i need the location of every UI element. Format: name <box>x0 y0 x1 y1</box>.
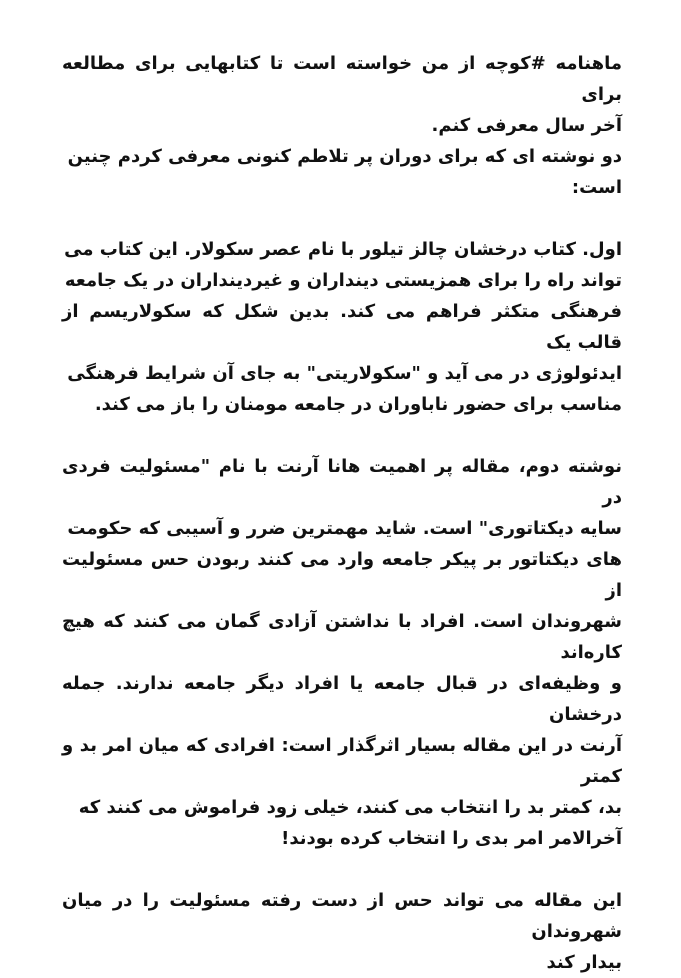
text-line: های دیکتاتور بر پیکر جامعه وارد می کنند ربودن حس مسئولیت از <box>62 549 622 601</box>
paragraph-first-book <box>62 234 622 420</box>
text-line: نوشته دوم، مقاله پر اهمیت هانا آرنت با نام "مسئولیت فردی در <box>62 456 622 508</box>
paragraph-intro <box>62 48 622 203</box>
text-line: بیدار کند <box>546 952 622 973</box>
text-line: ایدئولوژی در می آید و "سکولاریتی" به جای آن شرایط فرهنگی <box>67 363 622 384</box>
text-line: آخرالامر امر بدی را انتخاب کرده بودند! <box>281 828 622 849</box>
text-line: شهروندان است. افراد با نداشتن آزادی گمان می کنند که هیچ کاره‌اند <box>62 611 622 663</box>
text-line: ماهنامه #کوچه از من خواسته است تا کتابهایی برای مطالعه برای <box>62 53 622 105</box>
text-line: آرنت در این مقاله بسیار اثرگذار است: افرادی که میان امر بد و کمتر <box>62 735 622 787</box>
text-line: و وظیفه‌ای در قبال جامعه یا افراد دیگر جامعه ندارند. جمله درخشان <box>62 673 622 725</box>
text-line: مناسب برای حضور ناباوران در جامعه مومنان را باز می کند. <box>94 394 622 415</box>
text-line: فرهنگی متکثر فراهم می کند. بدین شکل که سکولاریسم از قالب یک <box>62 301 622 353</box>
paragraph-conclusion <box>62 885 622 978</box>
text-line: بد، کمتر بد را انتخاب می کنند، خیلی زود فراموش می کنند که <box>78 797 622 818</box>
text-line: این مقاله می تواند حس از دست رفته مسئولیت را در میان شهروندان <box>62 890 622 942</box>
text-line: است: <box>571 177 622 198</box>
text-line: دو نوشته ای که برای دوران پر تلاطم کنونی معرفی کردم چنین <box>67 146 622 167</box>
post-text <box>62 48 622 978</box>
text-line: آخر سال معرفی کنم. <box>431 115 622 136</box>
text-line: تواند راه را برای همزیستی دینداران و غیردینداران در یک جامعه <box>64 270 622 291</box>
text-line: سایه دیکتاتوری" است. شاید مهمترین ضرر و آسیبی که حکومت <box>67 518 622 539</box>
text-line: اول. کتاب درخشان چالز تیلور با نام عصر سکولار. این کتاب می <box>64 239 622 260</box>
paragraph-second-article <box>62 451 622 854</box>
